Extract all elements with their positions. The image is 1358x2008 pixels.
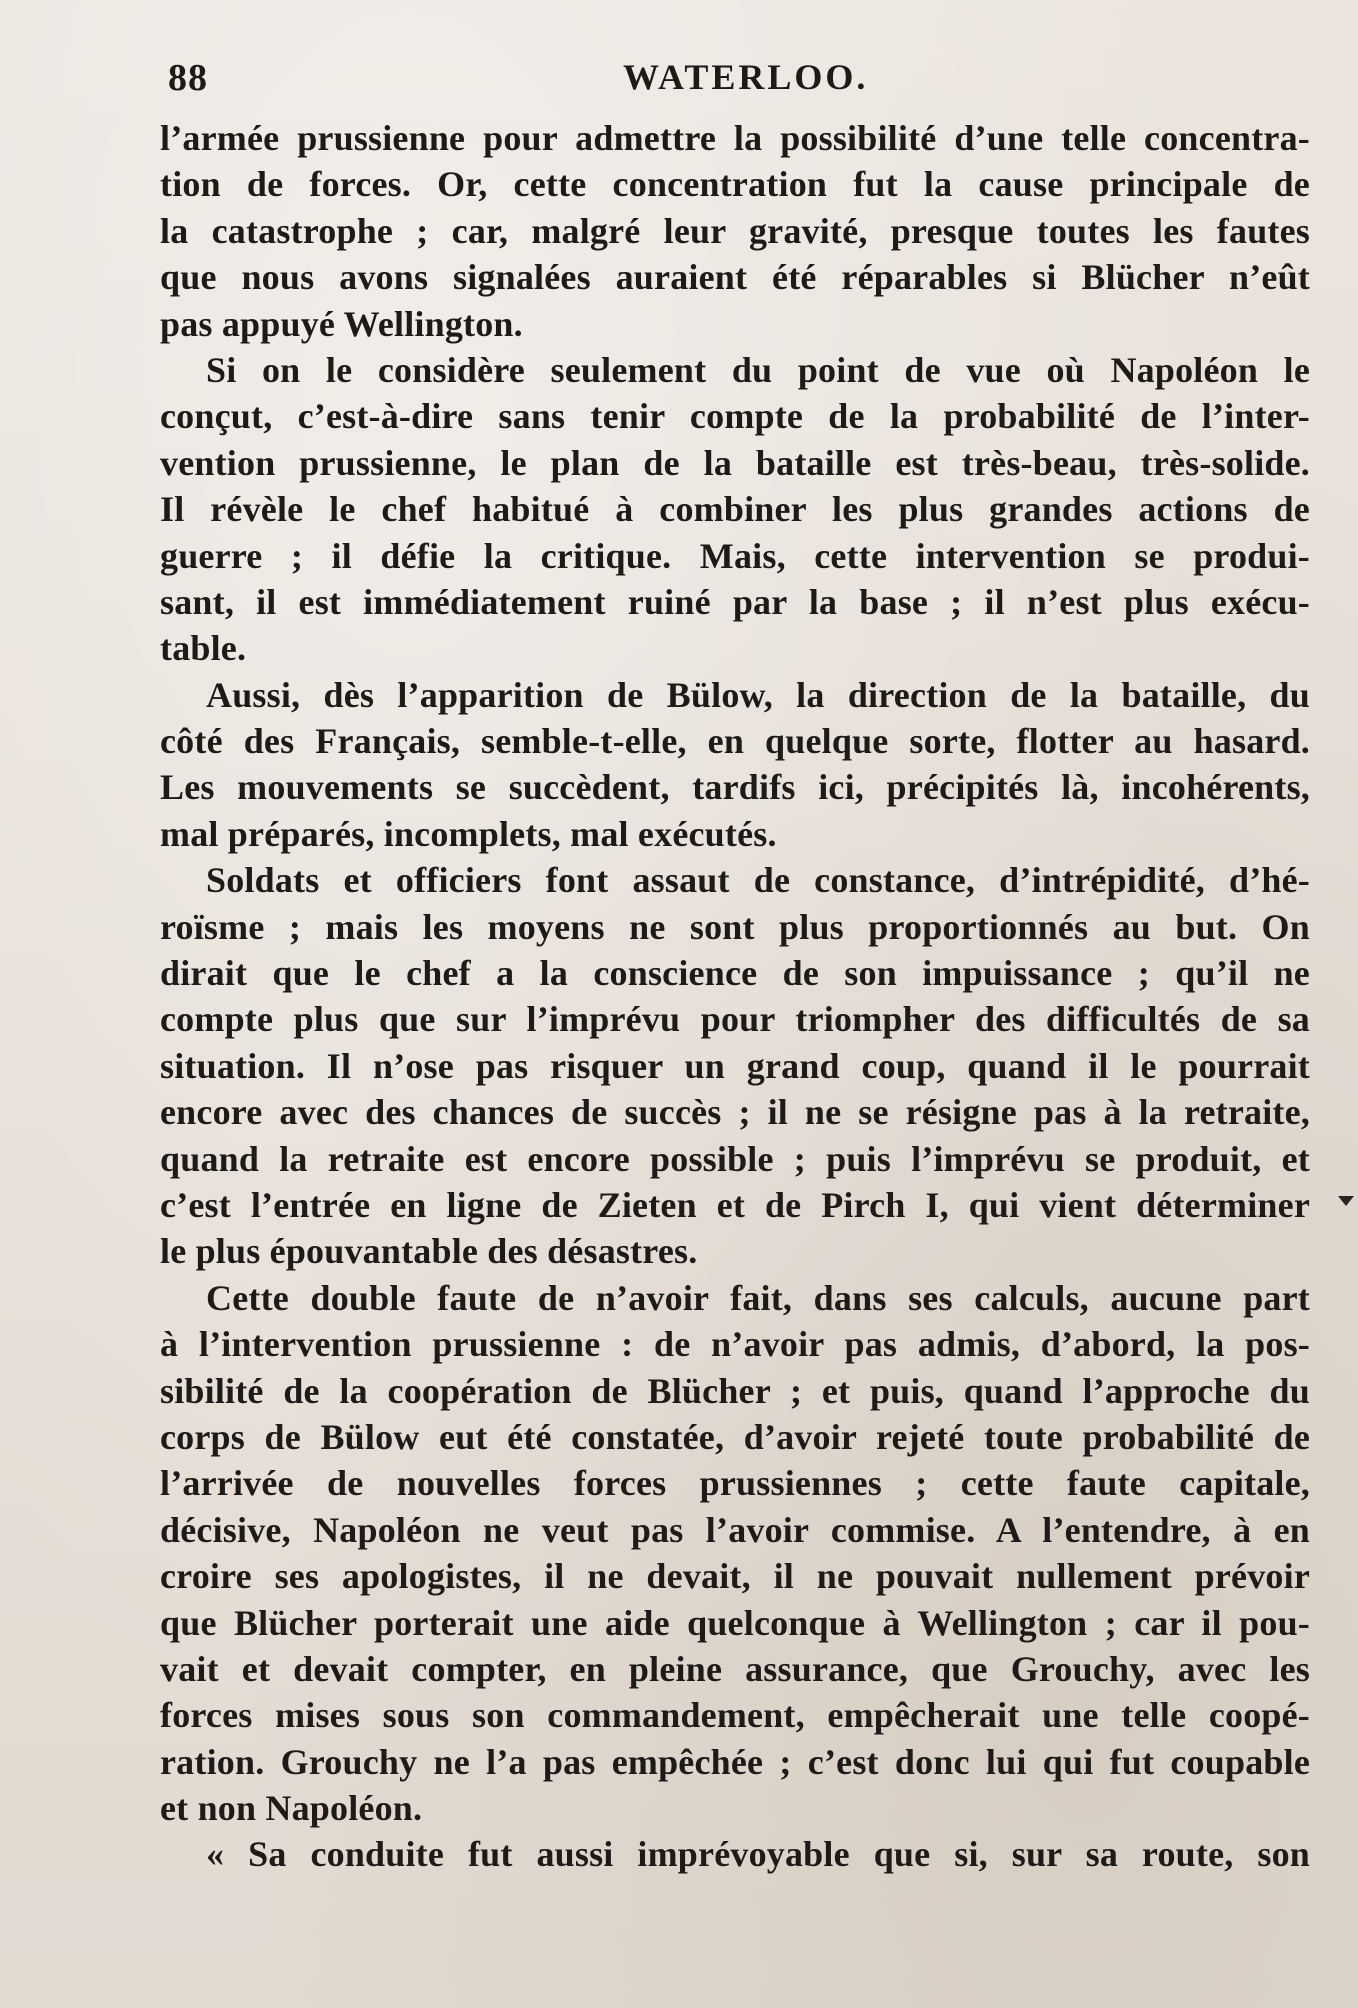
text-line: vait et devait compter, en pleine assurance, que Grouchy, avec les: [160, 1648, 1310, 1689]
text-line: côté des Français, semble-t-elle, en quelque sorte, flotter au hasard.: [160, 721, 1310, 762]
page-header: [168, 56, 1298, 106]
page-number: 88: [168, 57, 208, 99]
text-line: la catastrophe ; car, malgré leur gravité, presque toutes les fautes: [160, 210, 1310, 251]
text-line: le plus épouvantable des désastres.: [160, 1231, 698, 1272]
text-line: corps de Bülow eut été constatée, d’avoir rejeté toute probabilité de: [160, 1416, 1310, 1457]
text-line: forces mises sous son commandement, empêcherait une telle coopé-: [160, 1695, 1310, 1736]
text-line: Les mouvements se succèdent, tardifs ici, précipités là, incohérents,: [160, 767, 1310, 808]
text-line: situation. Il n’ose pas risquer un grand coup, quand il le pourrait: [160, 1045, 1310, 1086]
text-line: compte plus que sur l’imprévu pour triompher des difficultés de sa: [160, 999, 1310, 1040]
text-line: quand la retraite est encore possible ; puis l’imprévu se produit, et: [160, 1138, 1310, 1179]
text-line: encore avec des chances de succès ; il ne se résigne pas à la retraite,: [160, 1092, 1310, 1133]
text-line: l’armée prussienne pour admettre la possibilité d’une telle concentra-: [160, 118, 1310, 158]
running-title: WATERLOO.: [623, 57, 869, 97]
text-line: mal préparés, incomplets, mal exécutés.: [160, 813, 777, 854]
text-line: conçut, c’est-à-dire sans tenir compte de la probabilité de l’inter-: [160, 396, 1310, 437]
text-line: vention prussienne, le plan de la bataille est très-beau, très-solide.: [160, 442, 1310, 483]
text-line: à l’intervention prussienne : de n’avoir pas admis, d’abord, la pos-: [160, 1324, 1310, 1365]
text-line: pas appuyé Wellington.: [160, 303, 523, 344]
text-line: l’arrivée de nouvelles forces prussiennes ; cette faute capitale,: [160, 1463, 1310, 1504]
text-line: que nous avons signalées auraient été réparables si Blücher n’eût: [160, 257, 1310, 298]
text-line: roïsme ; mais les moyens ne sont plus proportionnés au but. On: [160, 906, 1310, 947]
text-line: dirait que le chef a la conscience de son impuissance ; qu’il ne: [160, 953, 1310, 994]
margin-mark: [1338, 1196, 1354, 1206]
paragraph-first-line: Aussi, dès l’apparition de Bülow, la direction de la bataille, du: [206, 674, 1310, 715]
paragraph-first-line: « Sa conduite fut aussi imprévoyable que si, sur sa route, son: [206, 1834, 1310, 1875]
text-line: sibilité de la coopération de Blücher ; et puis, quand l’approche du: [160, 1370, 1310, 1411]
paragraph-first-line: Soldats et officiers font assaut de constance, d’intrépidité, d’hé-: [206, 860, 1310, 901]
paragraph-first-line: Cette double faute de n’avoir fait, dans ses calculs, aucune part: [206, 1277, 1310, 1318]
text-line: que Blücher porterait une aide quelconque à Wellington ; car il pou-: [160, 1602, 1310, 1643]
text-line: décisive, Napoléon ne veut pas l’avoir commise. A l’entendre, à en: [160, 1509, 1310, 1550]
text-line: sant, il est immédiatement ruiné par la base ; il n’est plus exécu-: [160, 581, 1310, 622]
text-line: ration. Grouchy ne l’a pas empêchée ; c’est donc lui qui fut coupable: [160, 1741, 1310, 1782]
text-line: Il révèle le chef habitué à combiner les plus grandes actions de: [160, 489, 1310, 530]
text-line: tion de forces. Or, cette concentration fut la cause principale de: [160, 164, 1310, 205]
page-body-text: [160, 115, 1310, 1878]
paragraph-first-line: Si on le considère seulement du point de vue où Napoléon le: [206, 349, 1310, 390]
text-line: croire ses apologistes, il ne devait, il ne pouvait nullement prévoir: [160, 1556, 1310, 1597]
text-line: table.: [160, 628, 247, 669]
text-line: guerre ; il défie la critique. Mais, cette intervention se produi-: [160, 535, 1310, 576]
text-line: c’est l’entrée en ligne de Zieten et de Pirch I, qui vient déterminer: [160, 1184, 1310, 1225]
text-line: et non Napoléon.: [160, 1788, 423, 1829]
